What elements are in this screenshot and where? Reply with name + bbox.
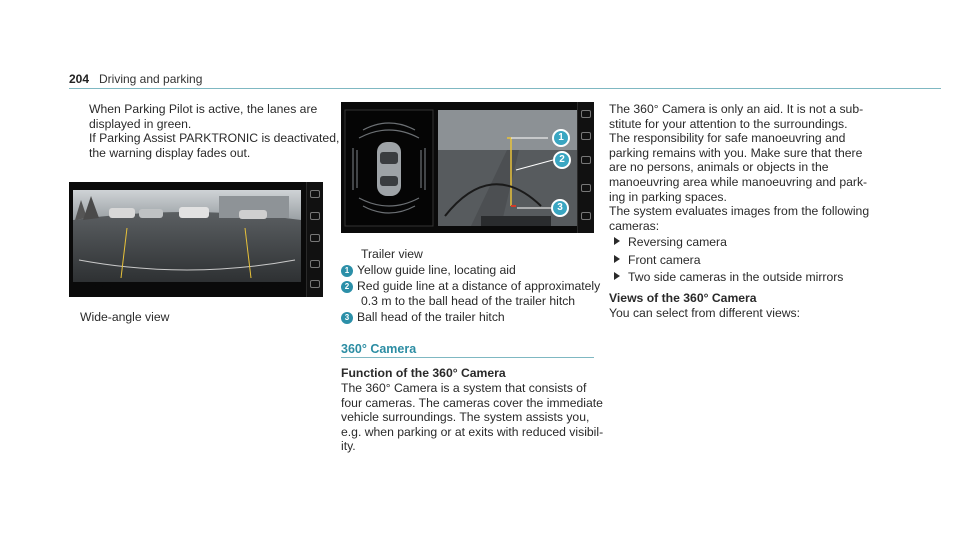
- camera-switch-icon[interactable]: [310, 212, 320, 220]
- marker-3: 3: [341, 312, 353, 324]
- marker-1: 1: [341, 265, 353, 277]
- bullet-side-cameras: Two side cameras in the outside mirrors: [614, 270, 843, 284]
- legend-item-3: 3 Ball head of the trailer hitch: [341, 310, 505, 325]
- settings-icon[interactable]: [310, 234, 320, 242]
- aid-notice: The 360° Camera is only an aid. It is not a sub- stitute for your attention to the surroundings. The responsibility for safe manoeuvring and parking remains with you. Make sure that there are no persons, animals or objects in the manoeuvring area while manoeuvring and park- ing in parking spaces.: [609, 102, 868, 204]
- bullet-icon: [614, 255, 620, 263]
- trailer-menu-strip: [577, 102, 594, 233]
- view-toggle-icon[interactable]: [581, 110, 591, 118]
- intro-text: When Parking Pilot is active, the lanes are displayed in green. If Parking Assist PARKTRONIC is deactivated, the warning display fades out.: [89, 102, 340, 160]
- exit-icon[interactable]: [310, 280, 320, 288]
- wide-angle-caption: Wide-angle view: [80, 310, 170, 324]
- bullet-reversing-camera: Reversing camera: [614, 235, 727, 249]
- header-divider: [69, 88, 941, 89]
- section-title: Driving and parking: [99, 72, 203, 86]
- guide-lines-icon[interactable]: [581, 184, 591, 192]
- callout-2: 2: [553, 151, 571, 169]
- section-divider: [341, 357, 594, 358]
- legend-item-1: 1 Yellow guide line, locating aid: [341, 263, 516, 278]
- settings-icon[interactable]: [581, 156, 591, 164]
- views-heading: Views of the 360° Camera: [609, 291, 757, 305]
- legend-item-2: 2 Red guide line at a distance of approximately 0.3 m to the ball head of the trailer hitch: [341, 279, 600, 308]
- bullet-front-camera: Front camera: [614, 253, 700, 267]
- trailer-caption: Trailer view: [361, 247, 423, 261]
- cameras-intro: The system evaluates images from the following cameras:: [609, 204, 870, 233]
- function-body: The 360° Camera is a system that consists of four cameras. The cameras cover the immediate vehicle surroundings. The system assists you, e.g. when parking or at exits with reduced visibil- ity.: [341, 381, 604, 454]
- views-text: You can select from different views:: [609, 306, 801, 320]
- wide-angle-scene: [69, 182, 323, 297]
- bullet-icon: [614, 272, 620, 280]
- guide-lines-icon[interactable]: [310, 260, 320, 268]
- exit-icon[interactable]: [581, 212, 591, 220]
- camera-switch-icon[interactable]: [581, 132, 591, 140]
- view-toggle-icon[interactable]: [310, 190, 320, 198]
- camera-menu-strip: [306, 182, 323, 297]
- bullet-icon: [614, 237, 620, 245]
- section-heading: 360° Camera: [341, 342, 417, 356]
- callout-1: 1: [552, 129, 570, 147]
- page-number: 204: [69, 72, 90, 86]
- trailer-view-image: [341, 102, 594, 233]
- function-subheading: Function of the 360° Camera: [341, 366, 506, 380]
- wide-angle-view-image: [69, 182, 323, 297]
- callout-3: 3: [551, 199, 569, 217]
- marker-2: 2: [341, 281, 353, 293]
